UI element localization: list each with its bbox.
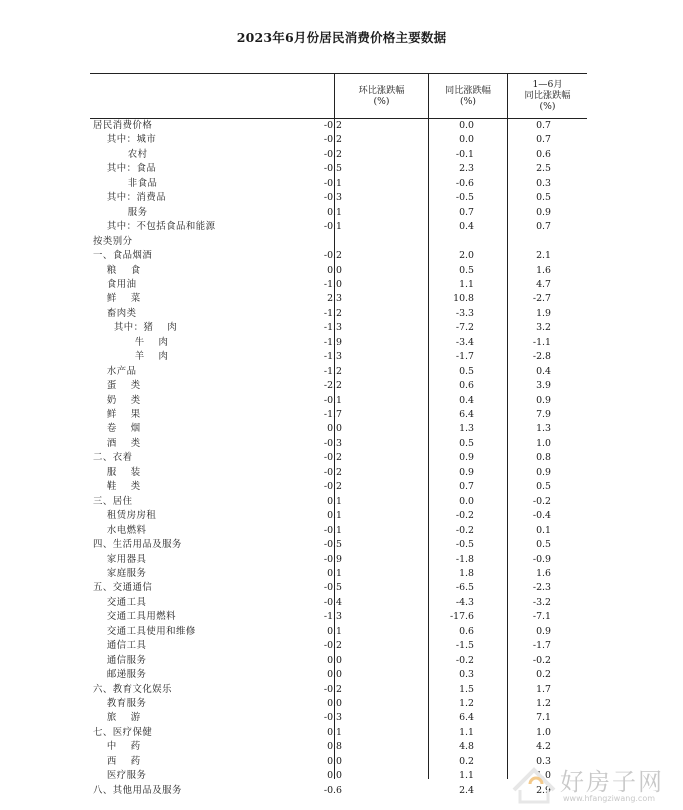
value-mom: -0.2 <box>323 640 342 652</box>
value-mom: -0.9 <box>323 553 342 565</box>
value-mom: -0.3 <box>323 437 342 449</box>
row-label: 五、交通通信 <box>93 582 153 594</box>
row-label: 交通工具使用和维修 <box>93 625 196 637</box>
row-label: 西 药 <box>93 755 141 767</box>
row-label: 家用器具 <box>93 553 147 565</box>
value-yoy: -0.2 <box>455 654 474 666</box>
row-label: 交通工具用燃料 <box>93 611 177 623</box>
table-row <box>90 235 587 249</box>
value-yoy: 0.7 <box>459 206 474 218</box>
value-ytd-yoy: -0.9 <box>532 553 551 565</box>
value-mom: -0.1 <box>323 221 342 233</box>
table-row <box>90 553 587 567</box>
row-label: 二、衣着 <box>93 452 133 464</box>
value-mom: -0.3 <box>323 712 342 724</box>
watermark <box>508 760 678 808</box>
value-mom: 0.0 <box>327 654 342 666</box>
row-label: 卷 烟 <box>93 423 141 435</box>
table-row <box>90 278 587 292</box>
table-row <box>90 191 587 205</box>
value-yoy: -0.5 <box>455 192 474 204</box>
value-ytd-yoy: -1.7 <box>532 640 551 652</box>
table-row <box>90 350 587 364</box>
row-label: 鲜 菜 <box>93 293 141 305</box>
value-ytd-yoy: 0.6 <box>536 148 551 160</box>
header-yoy: 同比涨跌幅 (%) <box>445 84 491 107</box>
row-label: 通信工具 <box>93 640 147 652</box>
value-mom: 0.0 <box>327 755 342 767</box>
row-label: 鲜 果 <box>93 409 141 420</box>
row-label: 居民消费价格 <box>93 120 153 131</box>
table-row <box>90 379 587 393</box>
value-mom: -0.5 <box>323 163 342 175</box>
value-mom: 0.1 <box>327 726 342 738</box>
value-ytd-yoy: 3.2 <box>536 322 551 334</box>
value-yoy: 0.5 <box>459 437 474 449</box>
house-logo-icon <box>508 760 564 806</box>
value-ytd-yoy: 0.8 <box>536 452 551 464</box>
table-row <box>90 394 587 408</box>
table-row <box>90 292 587 306</box>
value-ytd-yoy: 2.5 <box>536 163 551 175</box>
table-row <box>90 220 587 234</box>
header-mom: 环比涨跌幅 (%) <box>358 84 405 107</box>
value-ytd-yoy: 2.9 <box>536 784 551 796</box>
table-row <box>90 726 587 740</box>
value-yoy: -0.2 <box>455 524 474 536</box>
value-ytd-yoy: 0.7 <box>536 120 551 131</box>
value-ytd-yoy: 1.6 <box>536 264 551 276</box>
value-ytd-yoy: -2.7 <box>532 293 551 305</box>
watermark-text: 好房子网 <box>560 768 664 796</box>
value-ytd-yoy: 1.0 <box>536 770 551 782</box>
value-yoy: 1.5 <box>459 683 474 695</box>
value-ytd-yoy: 0.9 <box>536 394 551 406</box>
table-row <box>90 740 587 754</box>
table-row <box>90 466 587 480</box>
value-yoy: 0.9 <box>459 452 474 464</box>
table-row <box>90 321 587 335</box>
table-row <box>90 480 587 494</box>
value-yoy: 6.4 <box>459 409 474 420</box>
row-label: 其中：猪 肉 <box>93 322 178 334</box>
value-ytd-yoy: 0.9 <box>536 466 551 478</box>
value-mom: -1.2 <box>323 365 342 377</box>
row-label: 服 装 <box>93 466 141 478</box>
value-ytd-yoy: -2.3 <box>532 582 551 594</box>
value-mom: -1.7 <box>323 409 342 420</box>
value-yoy: -7.2 <box>455 322 474 334</box>
watermark-url: www.hfangziwang.com <box>563 794 656 803</box>
row-label: 畜肉类 <box>93 307 137 319</box>
value-mom: -0.1 <box>323 177 342 189</box>
value-yoy: 0.6 <box>459 625 474 637</box>
value-mom: -0.2 <box>323 481 342 493</box>
row-label: 酒 类 <box>93 437 141 449</box>
value-yoy: -1.8 <box>455 553 474 565</box>
value-yoy: 1.8 <box>459 567 474 579</box>
row-label: 按类别分 <box>93 235 133 247</box>
value-mom: -0.5 <box>323 539 342 551</box>
value-mom: 0.0 <box>327 669 342 681</box>
row-label: 粮 食 <box>93 264 141 276</box>
table-row <box>90 408 587 422</box>
row-label: 其中：不包括食品和能源 <box>93 221 216 233</box>
table-row <box>90 133 587 147</box>
value-ytd-yoy: 0.9 <box>536 206 551 218</box>
value-yoy: -1.7 <box>455 351 474 363</box>
value-ytd-yoy: 0.2 <box>536 669 551 681</box>
value-yoy: 2.4 <box>459 784 474 796</box>
row-label: 通信服务 <box>93 654 147 666</box>
value-ytd-yoy: 7.9 <box>536 409 551 420</box>
row-label: 四、生活用品及服务 <box>93 539 182 551</box>
value-yoy: 1.1 <box>459 726 474 738</box>
table-row <box>90 336 587 350</box>
row-label: 邮递服务 <box>93 669 147 681</box>
value-yoy: 2.0 <box>459 250 474 262</box>
value-mom: -1.3 <box>323 322 342 334</box>
row-label: 八、其他用品及服务 <box>93 784 182 796</box>
table-row <box>90 437 587 451</box>
value-ytd-yoy: 4.2 <box>536 741 551 753</box>
value-ytd-yoy: 0.7 <box>536 221 551 233</box>
value-mom: -1.3 <box>323 611 342 623</box>
value-yoy: -1.5 <box>455 640 474 652</box>
value-ytd-yoy: 1.0 <box>536 437 551 449</box>
value-mom: -0.4 <box>323 596 342 608</box>
row-label: 旅 游 <box>93 712 141 724</box>
row-label: 家庭服务 <box>93 567 147 579</box>
row-label: 水电燃料 <box>93 524 147 536</box>
value-ytd-yoy: -3.2 <box>532 596 551 608</box>
value-mom: -0.2 <box>323 452 342 464</box>
value-yoy: 4.8 <box>459 741 474 753</box>
value-ytd-yoy: 1.6 <box>536 567 551 579</box>
value-yoy: 0.7 <box>459 481 474 493</box>
value-mom: -1.3 <box>323 351 342 363</box>
row-label: 交通工具 <box>93 596 147 608</box>
value-mom: 0.0 <box>327 423 342 435</box>
value-ytd-yoy: 1.3 <box>536 423 551 435</box>
table-row <box>90 249 587 263</box>
table-row <box>90 451 587 465</box>
table-row <box>90 422 587 436</box>
value-ytd-yoy: 0.1 <box>536 524 551 536</box>
value-yoy: 1.3 <box>459 423 474 435</box>
table-row <box>90 538 587 552</box>
table-row <box>90 610 587 624</box>
value-ytd-yoy: 1.7 <box>536 683 551 695</box>
row-label: 鞋 类 <box>93 481 141 493</box>
table-row <box>90 711 587 725</box>
value-mom: -0.2 <box>323 683 342 695</box>
value-yoy: -4.3 <box>455 596 474 608</box>
value-yoy: 0.5 <box>459 365 474 377</box>
row-label: 其中：城市 <box>93 134 157 146</box>
value-yoy: -0.5 <box>455 539 474 551</box>
table-row <box>90 509 587 523</box>
value-yoy: 0.4 <box>459 394 474 406</box>
row-label: 蛋 类 <box>93 380 141 392</box>
value-yoy: -17.6 <box>449 611 474 623</box>
row-label: 一、食品烟酒 <box>93 250 153 262</box>
value-yoy: 1.2 <box>459 698 474 709</box>
table-row <box>90 683 587 697</box>
row-label: 非食品 <box>93 177 158 189</box>
value-mom: 0.0 <box>327 698 342 709</box>
value-yoy: 1.1 <box>459 278 474 290</box>
row-label: 食用油 <box>93 278 137 290</box>
value-mom: 0.1 <box>327 625 342 637</box>
value-yoy: 0.0 <box>459 120 474 131</box>
value-ytd-yoy: 2.1 <box>536 250 551 262</box>
value-yoy: -3.3 <box>455 307 474 319</box>
value-ytd-yoy: 1.2 <box>536 698 551 709</box>
value-mom: 0.1 <box>327 510 342 522</box>
table-row <box>90 119 587 133</box>
table-row <box>90 668 587 682</box>
value-yoy: 0.0 <box>459 495 474 507</box>
value-mom: 0.8 <box>327 741 342 753</box>
header-ytd-yoy: 1—6月 同比涨跌幅 (%) <box>524 79 571 112</box>
value-mom: 0.1 <box>327 206 342 218</box>
value-yoy: -0.6 <box>455 177 474 189</box>
value-ytd-yoy: -0.2 <box>532 654 551 666</box>
value-mom: -0.2 <box>323 250 342 262</box>
value-ytd-yoy: -0.4 <box>532 510 551 522</box>
table-row <box>90 206 587 220</box>
value-ytd-yoy: -1.1 <box>532 336 551 348</box>
value-mom: 0.0 <box>327 264 342 276</box>
value-mom: -1.9 <box>323 336 342 348</box>
value-ytd-yoy: 1.0 <box>536 726 551 738</box>
value-yoy: -0.1 <box>455 148 474 160</box>
value-ytd-yoy: 1.9 <box>536 307 551 319</box>
value-mom: -0.6 <box>323 784 342 796</box>
value-yoy: 0.2 <box>459 755 474 767</box>
row-label: 医疗服务 <box>93 770 147 782</box>
row-label: 租赁房房租 <box>93 510 157 522</box>
row-label: 中 药 <box>93 741 141 753</box>
row-label: 三、居住 <box>93 495 133 507</box>
value-mom: -0.1 <box>323 524 342 536</box>
value-mom: 0.1 <box>327 495 342 507</box>
value-ytd-yoy: 4.7 <box>536 278 551 290</box>
table-row <box>90 307 587 321</box>
value-yoy: 2.3 <box>459 163 474 175</box>
row-label: 牛 肉 <box>93 336 169 348</box>
value-mom: 0.0 <box>327 770 342 782</box>
value-yoy: 0.3 <box>459 669 474 681</box>
value-mom: -2.2 <box>323 380 342 392</box>
table-row <box>90 162 587 176</box>
row-label: 羊 肉 <box>93 351 169 363</box>
row-label: 七、医疗保健 <box>93 726 153 738</box>
value-ytd-yoy: -7.1 <box>532 611 551 623</box>
value-yoy: 0.6 <box>459 380 474 392</box>
row-label: 六、教育文化娱乐 <box>93 683 173 695</box>
value-yoy: 6.4 <box>459 712 474 724</box>
value-mom: 0.1 <box>327 567 342 579</box>
table-row <box>90 177 587 191</box>
value-mom: -0.2 <box>323 148 342 160</box>
value-ytd-yoy: 0.5 <box>536 539 551 551</box>
table-row <box>90 524 587 538</box>
value-yoy: 10.8 <box>453 293 474 305</box>
value-ytd-yoy: 0.7 <box>536 134 551 146</box>
table-row <box>90 581 587 595</box>
value-mom: -0.1 <box>323 394 342 406</box>
row-label: 其中：食品 <box>93 163 157 175</box>
row-label: 水产品 <box>93 365 137 377</box>
value-ytd-yoy: 0.3 <box>536 177 551 189</box>
value-mom: -0.2 <box>323 120 342 131</box>
table-row <box>90 567 587 581</box>
value-ytd-yoy: 0.5 <box>536 192 551 204</box>
table-row <box>90 264 587 278</box>
value-ytd-yoy: 3.9 <box>536 380 551 392</box>
row-label: 农村 <box>93 148 148 160</box>
value-yoy: 1.1 <box>459 770 474 782</box>
row-label: 奶 类 <box>93 394 141 406</box>
table-row <box>90 625 587 639</box>
value-yoy: -6.5 <box>455 582 474 594</box>
table-row <box>90 697 587 711</box>
value-yoy: 0.0 <box>459 134 474 146</box>
value-mom: -0.2 <box>323 466 342 478</box>
value-mom: -1.2 <box>323 307 342 319</box>
value-mom: 2.3 <box>327 293 342 305</box>
value-yoy: -0.2 <box>455 510 474 522</box>
row-label: 服务 <box>93 206 148 218</box>
value-yoy: -3.4 <box>455 336 474 348</box>
table-row <box>90 596 587 610</box>
value-ytd-yoy: 0.3 <box>536 755 551 767</box>
value-yoy: 0.4 <box>459 221 474 233</box>
row-label: 其中：消费品 <box>93 192 167 204</box>
value-ytd-yoy: 0.5 <box>536 481 551 493</box>
value-mom: -1.0 <box>323 278 342 290</box>
value-mom: -0.3 <box>323 192 342 204</box>
row-label: 教育服务 <box>93 698 147 709</box>
table-row <box>90 495 587 509</box>
table-row <box>90 365 587 379</box>
value-ytd-yoy: -2.8 <box>532 351 551 363</box>
table-row <box>90 654 587 668</box>
page-title: 2023年6月份居民消费价格主要数据 <box>236 30 447 45</box>
value-ytd-yoy: 0.4 <box>536 365 551 377</box>
value-yoy: 0.9 <box>459 466 474 478</box>
value-ytd-yoy: 7.1 <box>536 712 551 724</box>
value-mom: -0.2 <box>323 134 342 146</box>
value-yoy: 0.5 <box>459 264 474 276</box>
value-ytd-yoy: -0.2 <box>532 495 551 507</box>
table-row <box>90 639 587 653</box>
value-ytd-yoy: 0.9 <box>536 625 551 637</box>
value-mom: -0.5 <box>323 582 342 594</box>
table-row <box>90 148 587 162</box>
